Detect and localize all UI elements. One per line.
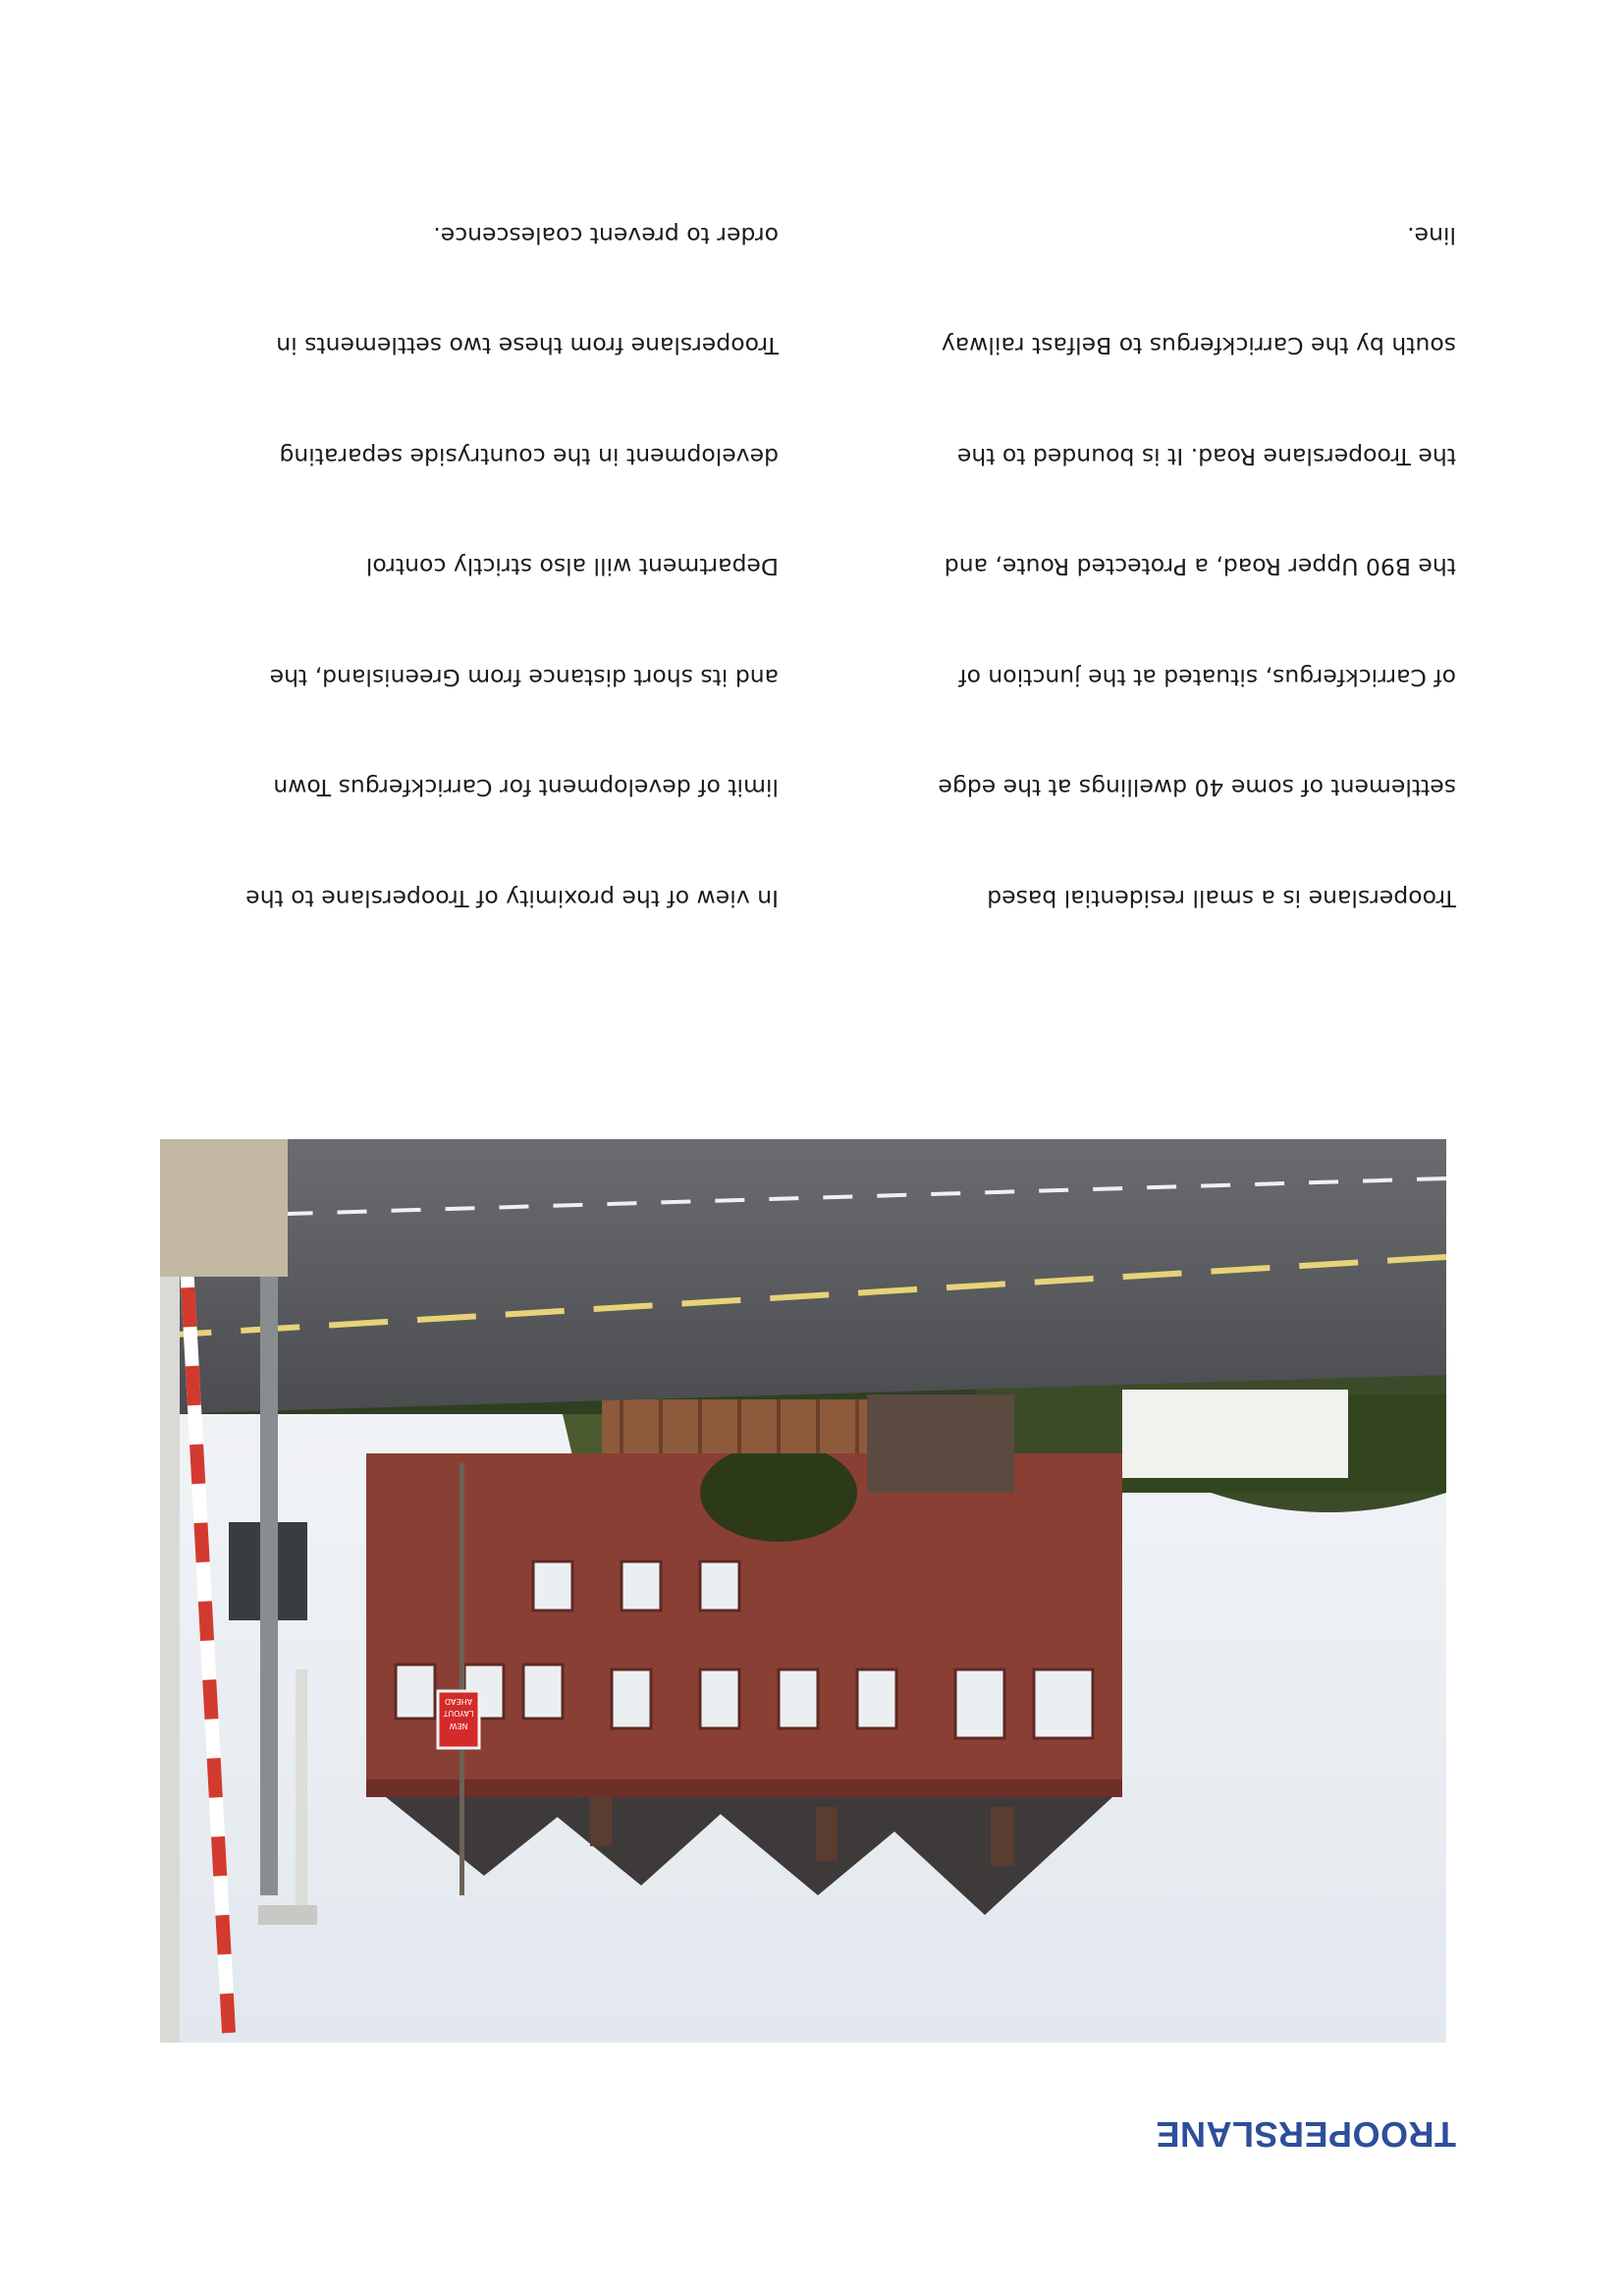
svg-text:AHEAD: AHEAD — [444, 1697, 473, 1706]
text-line: settlement of some 40 dwellings at the edge — [938, 774, 1456, 802]
text-line: order to prevent coalescence. — [433, 222, 779, 249]
text-line: limit of development for Carrickfergus Town — [273, 774, 779, 802]
left-text-column — [935, 0, 1456, 1064]
page-title: TROOPERSLANE — [1155, 2114, 1456, 2155]
text-line: Department will also strictly control — [365, 553, 779, 581]
text-line: south by the Carrickfergus to Belfast railway — [941, 332, 1456, 360]
text-line: the Trooperslane Road. It is bounded to the — [956, 443, 1456, 470]
paragraph-intro — [935, 143, 1456, 991]
street-photo — [160, 1139, 1446, 2043]
text-line: In view of the proximity of Trooperslane to the — [245, 885, 779, 912]
svg-text:NEW: NEW — [449, 1722, 468, 1730]
right-text-column — [245, 70, 779, 1065]
paragraph-limit-of-development — [935, 0, 1456, 33]
svg-text:LAYOUT: LAYOUT — [443, 1709, 474, 1718]
text-line: Trooperslane from these two settlements in — [276, 332, 779, 360]
text-line: Trooperslane is a small residential based — [987, 885, 1456, 912]
text-line: development in the countryside separating — [279, 443, 779, 470]
text-line: line. — [1407, 222, 1456, 249]
paragraph-coalescence — [245, 143, 779, 991]
text-line: and its short distance from Greenisland, the — [269, 664, 779, 691]
text-line: the B90 Upper Road, a Protected Route, and — [944, 553, 1456, 581]
text-line: of Carrickfergus, situated at the junction of — [958, 664, 1456, 691]
